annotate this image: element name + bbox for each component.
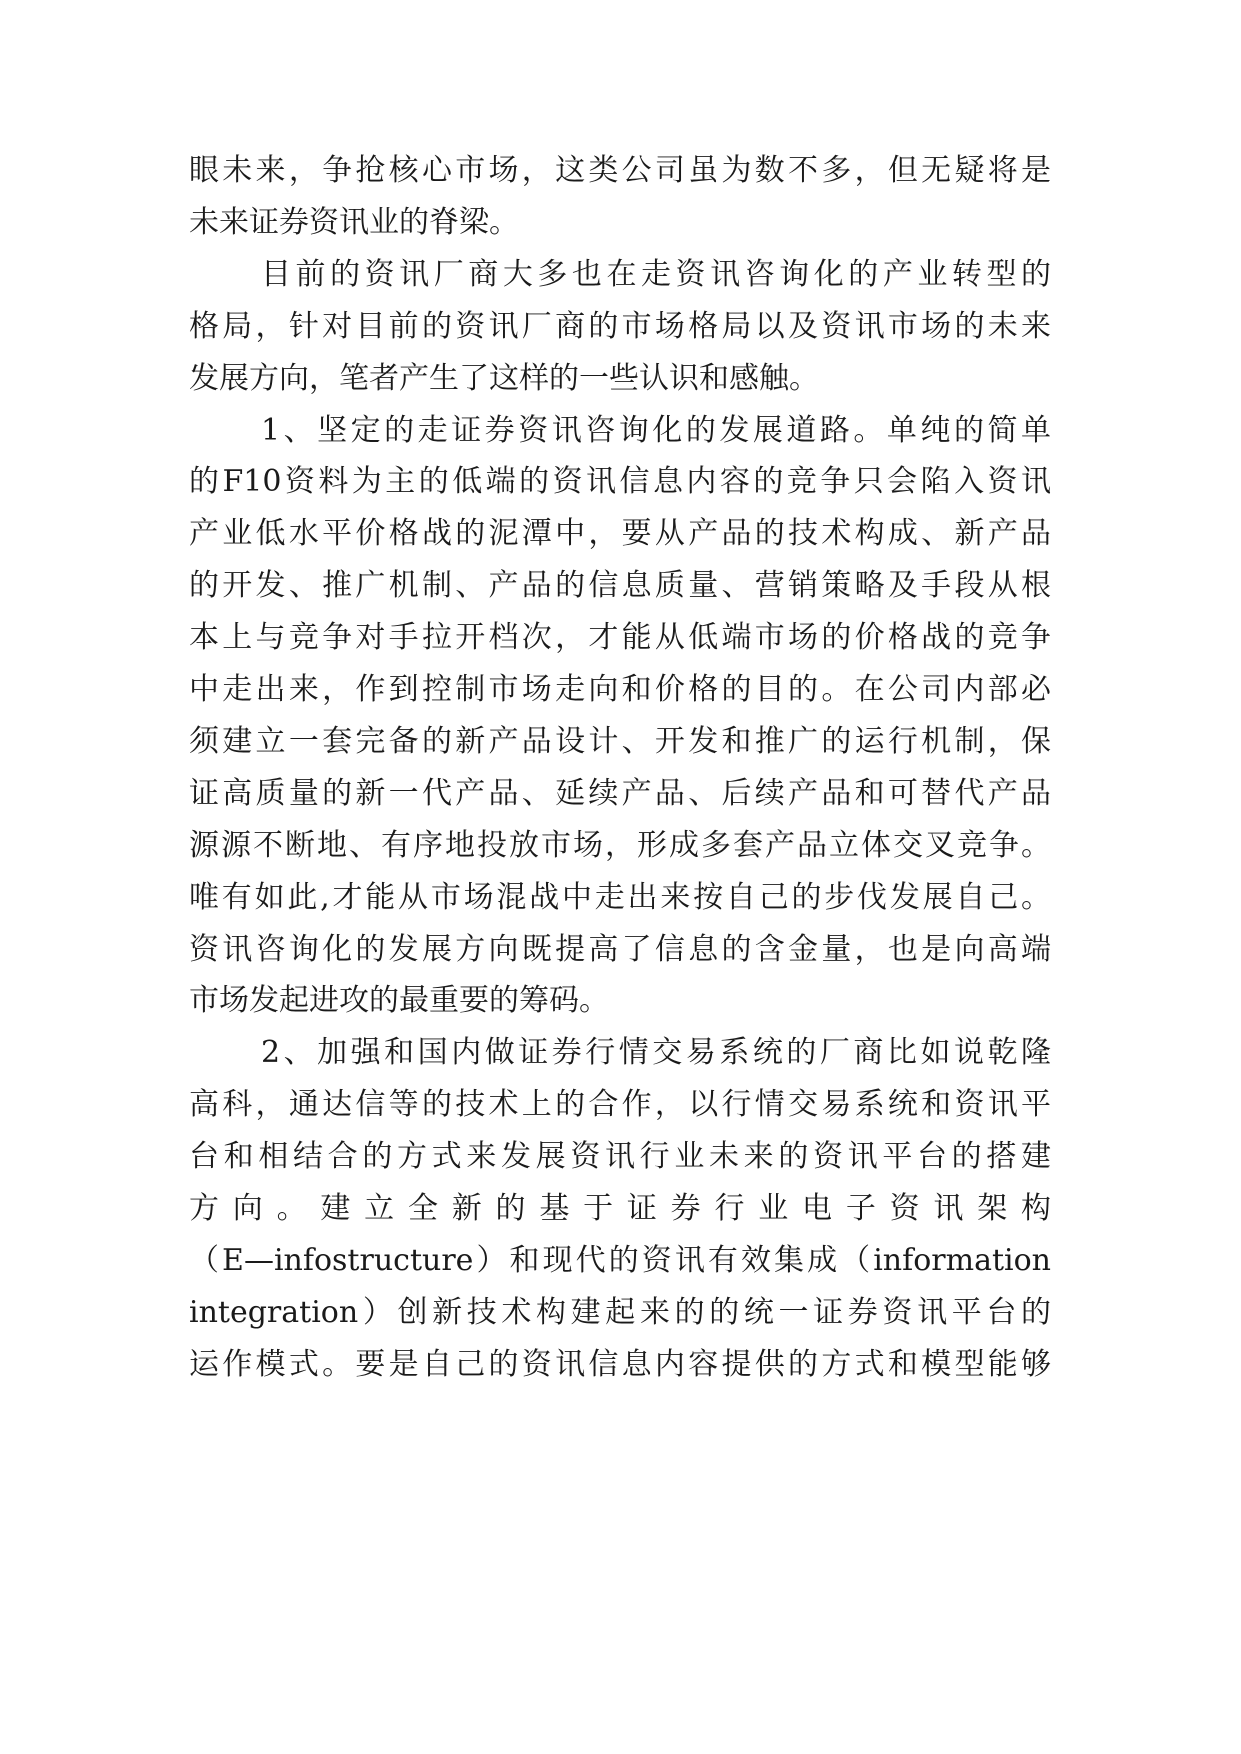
text-line: 资讯咨询化的发展方向既提高了信息的含金量，也是向高端 — [189, 932, 1051, 967]
text-line: 本上与竞争对手拉开档次，才能从低端市场的价格战的竞争 — [189, 620, 1051, 655]
text-line: 源源不断地、有序地投放市场，形成多套产品立体交叉竞争。 — [189, 828, 1051, 863]
text-line: 格局，针对目前的资讯厂商的市场格局以及资讯市场的未来 — [189, 309, 1051, 344]
text-line: integration）创新技术构建起来的的统一证券资讯平台的 — [189, 1295, 1051, 1330]
text-line: 方向。建立全新的基于证券行业电子资讯架构 — [189, 1191, 1051, 1226]
text-line: 产业低水平价格战的泥潭中，要从产品的技术构成、新产品 — [189, 516, 1051, 551]
text-line: 中走出来，作到控制市场走向和价格的目的。在公司内部必 — [189, 672, 1051, 707]
text-line: 发展方向，笔者产生了这样的一些认识和感触。 — [189, 361, 819, 396]
text-line: 未来证券资讯业的脊梁。 — [189, 205, 519, 240]
text-line: 台和相结合的方式来发展资讯行业未来的资讯平台的搭建 — [189, 1139, 1051, 1174]
text-line: 2、加强和国内做证券行情交易系统的厂商比如说乾隆 — [261, 1035, 1051, 1070]
text-line: 的开发、推广机制、产品的信息质量、营销策略及手段从根 — [189, 568, 1051, 603]
text-line: 高科，通达信等的技术上的合作，以行情交易系统和资讯平 — [189, 1087, 1051, 1122]
text-line: 目前的资讯厂商大多也在走资讯咨询化的产业转型的 — [261, 257, 1051, 292]
text-line: 唯有如此,才能从市场混战中走出来按自己的步伐发展自己。 — [189, 880, 1051, 915]
text-line: 眼未来，争抢核心市场，这类公司虽为数不多，但无疑将是 — [189, 153, 1051, 188]
text-line: 证高质量的新一代产品、延续产品、后续产品和可替代产品 — [189, 776, 1051, 811]
text-line: 须建立一套完备的新产品设计、开发和推广的运行机制，保 — [189, 724, 1051, 759]
text-line: 的F10资料为主的低端的资讯信息内容的竞争只会陷入资讯 — [189, 464, 1051, 499]
text-line: 1、坚定的走证券资讯咨询化的发展道路。单纯的简单 — [261, 413, 1051, 448]
text-line: （E—infostructure）和现代的资讯有效集成（information — [189, 1243, 1051, 1278]
text-line: 运作模式。要是自己的资讯信息内容提供的方式和模型能够 — [189, 1347, 1051, 1382]
text-line: 市场发起进攻的最重要的筹码。 — [189, 983, 609, 1018]
